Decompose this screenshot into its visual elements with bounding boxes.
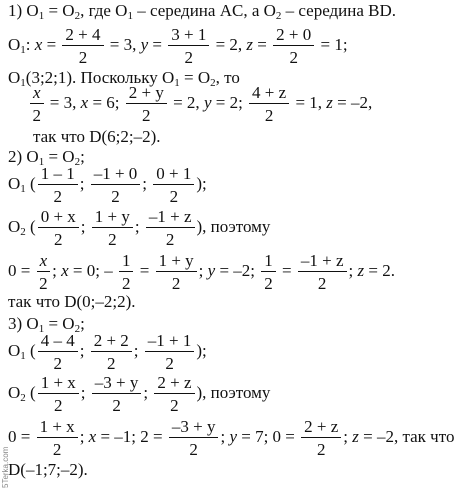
numerator: –1 + 1 bbox=[145, 332, 195, 352]
subscript: 2 bbox=[20, 391, 26, 404]
text: = bbox=[277, 260, 296, 280]
subscript: 2 bbox=[20, 225, 26, 238]
numerator: x bbox=[37, 252, 51, 272]
var-z: z bbox=[326, 92, 333, 112]
text: = 2; bbox=[211, 92, 248, 112]
text: = O bbox=[44, 314, 75, 333]
text: O bbox=[8, 216, 21, 236]
text: = 3, bbox=[105, 34, 141, 54]
var-x: x bbox=[80, 92, 89, 112]
subscript: 2 bbox=[210, 77, 216, 89]
fraction bbox=[91, 332, 132, 372]
numerator: –3 + y bbox=[169, 418, 219, 438]
line-13 bbox=[8, 374, 270, 414]
line-14 bbox=[8, 418, 454, 458]
denominator: 2 bbox=[165, 230, 175, 249]
denominator: 2 bbox=[52, 440, 62, 459]
fraction bbox=[153, 165, 194, 205]
subscript: 1 bbox=[20, 182, 26, 195]
text: ), поэтому bbox=[196, 216, 271, 236]
numerator: 1 + y bbox=[92, 208, 133, 228]
text: ; bbox=[80, 216, 90, 236]
text: = –1; 2 = bbox=[96, 426, 167, 446]
numerator: 1 + x bbox=[37, 418, 78, 438]
text: O bbox=[8, 340, 21, 360]
fraction bbox=[261, 252, 276, 292]
text: ; bbox=[143, 382, 153, 402]
denominator: 2 bbox=[53, 354, 62, 373]
text: 3) O bbox=[8, 314, 39, 333]
text: = –2, так что bbox=[358, 426, 455, 446]
text: ); bbox=[196, 340, 207, 360]
fraction bbox=[154, 374, 194, 414]
numerator: 2 + 2 bbox=[91, 332, 132, 352]
line-12 bbox=[8, 332, 207, 372]
numerator: 4 + z bbox=[249, 84, 289, 104]
subscript: 1 bbox=[20, 43, 26, 56]
subscript: 1 bbox=[38, 10, 45, 22]
denominator: 2 bbox=[169, 187, 179, 206]
text: ( bbox=[25, 382, 36, 402]
line-1 bbox=[8, 1, 397, 22]
text: ( bbox=[25, 340, 36, 360]
numerator: 3 + 1 bbox=[168, 26, 209, 46]
text: ; bbox=[79, 173, 89, 193]
fraction bbox=[30, 84, 44, 124]
fraction bbox=[273, 26, 314, 66]
var-x: x bbox=[61, 260, 69, 280]
fraction bbox=[169, 418, 219, 458]
text: , где O bbox=[80, 1, 128, 20]
line-4 bbox=[28, 84, 372, 124]
subscript: 1 bbox=[20, 349, 26, 362]
denominator: 2 bbox=[54, 230, 63, 249]
numerator: –1 + z bbox=[146, 208, 195, 228]
line-2 bbox=[8, 26, 348, 66]
text: ; bbox=[348, 260, 358, 280]
fraction bbox=[249, 84, 289, 124]
text: 1) O bbox=[8, 1, 39, 20]
subscript: 2 bbox=[74, 10, 81, 22]
text: – середина BD. bbox=[281, 1, 397, 20]
numerator: 1 – 1 bbox=[38, 165, 78, 185]
text: ( bbox=[25, 216, 36, 236]
fraction bbox=[92, 208, 133, 248]
numerator: 1 + x bbox=[38, 374, 79, 394]
text: ; bbox=[133, 340, 143, 360]
text: ; bbox=[343, 426, 353, 446]
text: ); bbox=[196, 173, 207, 193]
text: : bbox=[25, 34, 35, 54]
numerator: 1 bbox=[119, 252, 134, 272]
numerator: x bbox=[30, 84, 44, 104]
fraction bbox=[38, 332, 78, 372]
denominator: 2 bbox=[264, 106, 274, 125]
numerator: –3 + y bbox=[92, 374, 142, 394]
denominator: 2 bbox=[54, 396, 63, 415]
text: = –2, bbox=[332, 92, 373, 112]
denominator: 2 bbox=[112, 396, 121, 415]
subscript: 2 bbox=[74, 156, 81, 168]
numerator: 1 + y bbox=[156, 252, 197, 272]
denominator: 2 bbox=[171, 274, 181, 293]
text: ; bbox=[142, 173, 152, 193]
denominator: 2 bbox=[264, 274, 273, 293]
text: O bbox=[8, 173, 21, 193]
text: ; bbox=[80, 147, 85, 166]
fraction bbox=[301, 418, 341, 458]
var-y: y bbox=[203, 92, 212, 112]
text: = 2. bbox=[364, 260, 395, 280]
numerator: 2 + 4 bbox=[62, 26, 103, 46]
numerator: 2 + z bbox=[154, 374, 194, 394]
denominator: 2 bbox=[106, 354, 116, 373]
text: = 7; 0 = bbox=[237, 426, 300, 446]
fraction bbox=[146, 208, 195, 248]
numerator: 0 + x bbox=[38, 208, 79, 228]
var-z: z bbox=[357, 260, 365, 280]
line-11 bbox=[8, 314, 85, 335]
text: 2) O bbox=[8, 147, 39, 166]
text: = 1, bbox=[291, 92, 327, 112]
text: ; bbox=[79, 340, 89, 360]
denominator: 2 bbox=[189, 440, 198, 459]
text: = O bbox=[44, 1, 75, 20]
text: ), поэтому bbox=[196, 382, 271, 402]
line-7 bbox=[8, 165, 207, 205]
text: = 1; bbox=[316, 34, 348, 54]
denominator: 2 bbox=[184, 48, 194, 67]
subscript: 1 bbox=[174, 77, 180, 89]
numerator: –1 + 0 bbox=[91, 165, 141, 185]
text: – середина AC, а O bbox=[132, 1, 276, 20]
var-y: y bbox=[140, 34, 149, 54]
numerator: 2 + 0 bbox=[273, 26, 314, 46]
line-5: так что D(6;2;–2). bbox=[33, 127, 161, 146]
fraction bbox=[119, 252, 134, 292]
text: 0 = bbox=[8, 260, 35, 280]
numerator: 2 + z bbox=[301, 418, 341, 438]
fraction bbox=[38, 374, 79, 414]
var-y: y bbox=[229, 426, 237, 446]
text: O bbox=[8, 382, 21, 402]
text: = bbox=[148, 34, 167, 54]
var-z: z bbox=[352, 426, 359, 446]
fraction bbox=[156, 252, 197, 292]
numerator: –1 + z bbox=[298, 252, 347, 272]
text: = –2; bbox=[215, 260, 260, 280]
denominator: 2 bbox=[170, 396, 179, 415]
fraction bbox=[37, 252, 51, 292]
denominator: 2 bbox=[78, 48, 88, 67]
subscript: 1 bbox=[20, 77, 26, 89]
var-z: z bbox=[246, 34, 254, 54]
text: = O bbox=[179, 68, 211, 87]
subscript: 2 bbox=[74, 323, 81, 335]
fraction bbox=[298, 252, 347, 292]
text: ; bbox=[134, 216, 144, 236]
text: ; bbox=[79, 426, 89, 446]
denominator: 2 bbox=[289, 48, 298, 67]
denominator: 2 bbox=[142, 106, 151, 125]
text: = 2, bbox=[211, 34, 247, 54]
denominator: 2 bbox=[53, 187, 62, 206]
denominator: 2 bbox=[39, 274, 48, 293]
fraction bbox=[37, 418, 78, 458]
numerator: 1 bbox=[261, 252, 276, 272]
numerator: 4 – 4 bbox=[38, 332, 78, 352]
var-x: x bbox=[88, 426, 97, 446]
fraction bbox=[62, 26, 103, 66]
numerator: 2 + y bbox=[126, 84, 167, 104]
fraction bbox=[38, 165, 78, 205]
text: = 2, bbox=[168, 92, 204, 112]
text: O bbox=[8, 34, 21, 54]
text: = bbox=[253, 34, 272, 54]
var-x: x bbox=[34, 34, 43, 54]
watermark: 5Terka.com bbox=[1, 446, 10, 488]
denominator: 2 bbox=[317, 274, 327, 293]
text: ; bbox=[198, 260, 208, 280]
denominator: 2 bbox=[111, 187, 120, 206]
subscript: 1 bbox=[127, 10, 133, 22]
text: ; bbox=[80, 382, 90, 402]
fraction bbox=[126, 84, 167, 124]
text: = 3, bbox=[45, 92, 81, 112]
text: = 6; bbox=[88, 92, 124, 112]
denominator: 2 bbox=[316, 440, 326, 459]
text: 0 = bbox=[8, 426, 35, 446]
line-6 bbox=[8, 147, 85, 168]
line-10: так что D(0;–2;2). bbox=[8, 292, 136, 311]
text: ; bbox=[80, 314, 85, 333]
fraction bbox=[92, 374, 142, 414]
line-15: D(–1;7;–2). bbox=[8, 460, 88, 479]
fraction bbox=[168, 26, 209, 66]
fraction bbox=[145, 332, 195, 372]
text: (3;2;1). Поскольку O bbox=[25, 68, 175, 87]
text: O bbox=[8, 68, 21, 87]
line-9 bbox=[8, 252, 395, 292]
text: ; bbox=[52, 260, 62, 280]
line-8 bbox=[8, 208, 270, 248]
denominator: 2 bbox=[108, 230, 117, 249]
text: = 0; – bbox=[68, 260, 117, 280]
subscript: 1 bbox=[38, 156, 45, 168]
subscript: 2 bbox=[275, 10, 282, 22]
fraction bbox=[38, 208, 79, 248]
text: ; bbox=[220, 426, 230, 446]
denominator: 2 bbox=[121, 274, 131, 293]
text: = O bbox=[44, 147, 75, 166]
text: = bbox=[135, 260, 154, 280]
var-y: y bbox=[207, 260, 216, 280]
denominator: 2 bbox=[165, 354, 174, 373]
subscript: 1 bbox=[38, 323, 45, 335]
denominator: 2 bbox=[32, 106, 42, 125]
text: ( bbox=[25, 173, 36, 193]
fraction bbox=[91, 165, 141, 205]
numerator: 0 + 1 bbox=[153, 165, 194, 185]
text: = bbox=[42, 34, 61, 54]
text: , то bbox=[215, 68, 240, 87]
